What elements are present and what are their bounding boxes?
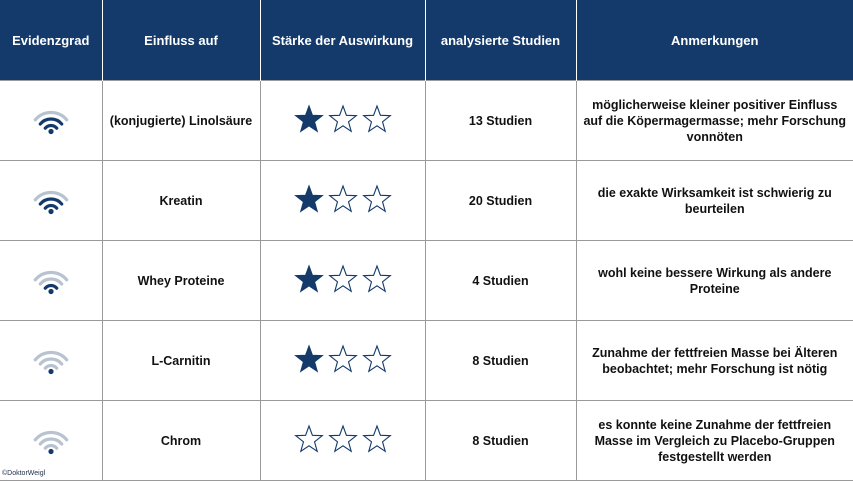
star-empty-icon	[327, 104, 359, 134]
wifi-signal-icon	[33, 346, 69, 376]
signal-dot	[48, 448, 53, 453]
evidence-signal-icon	[6, 346, 96, 376]
star-empty-icon	[361, 264, 393, 294]
star-filled-icon	[293, 344, 325, 374]
signal-arc	[40, 359, 61, 364]
studies-cell: 8 Studien	[425, 401, 576, 481]
substance-cell: (konjugierte) Linolsäure	[102, 81, 260, 161]
star-empty-icon	[361, 184, 393, 214]
header-evidence: Evidenzgrad	[0, 0, 102, 81]
wifi-signal-icon	[33, 186, 69, 216]
star-empty-icon	[327, 424, 359, 454]
star-empty-icon	[361, 424, 393, 454]
signal-arc	[40, 119, 61, 124]
star-filled-icon	[293, 104, 325, 134]
substance-cell: Whey Proteine	[102, 241, 260, 321]
signal-arc	[45, 125, 57, 128]
header-substance: Einfluss auf	[102, 0, 260, 81]
star-rating	[293, 424, 393, 454]
wifi-signal-icon	[33, 106, 69, 136]
evidence-signal-icon	[6, 106, 96, 136]
evidence-signal-icon	[6, 426, 96, 456]
evidence-cell	[0, 321, 102, 401]
studies-cell: 20 Studien	[425, 161, 576, 241]
notes-cell: Zunahme der fettfreien Masse bei Älteren beobachtet; mehr Forschung ist nötig	[576, 321, 853, 401]
star-empty-icon	[361, 104, 393, 134]
substance-cell: Kreatin	[102, 161, 260, 241]
signal-dot	[48, 368, 53, 373]
table-row	[0, 241, 853, 321]
notes-cell: es konnte keine Zunahme der fettfreien Masse im Vergleich zu Placebo-Gruppen festgestellt werden	[576, 401, 853, 481]
star-filled-icon	[293, 184, 325, 214]
star-empty-icon	[327, 344, 359, 374]
wifi-signal-icon	[33, 266, 69, 296]
table-row	[0, 161, 853, 241]
header-strength: Stärke der Auswirkung	[260, 0, 425, 81]
evidence-signal-icon	[6, 266, 96, 296]
signal-arc	[45, 365, 57, 368]
studies-cell: 8 Studien	[425, 321, 576, 401]
signal-dot	[48, 208, 53, 213]
header-studies: analysierte Studien	[425, 0, 576, 81]
table-header-row	[0, 0, 853, 81]
strength-cell	[260, 401, 425, 481]
evidence-signal-icon	[6, 186, 96, 216]
table-row	[0, 401, 853, 481]
signal-arc	[40, 279, 61, 284]
evidence-cell	[0, 241, 102, 321]
star-empty-icon	[327, 264, 359, 294]
table-row	[0, 321, 853, 401]
signal-arc	[40, 439, 61, 444]
signal-arc	[45, 205, 57, 208]
star-rating	[293, 184, 393, 214]
strength-cell	[260, 161, 425, 241]
star-rating	[293, 264, 393, 294]
notes-cell: wohl keine bessere Wirkung als andere Proteine	[576, 241, 853, 321]
copyright-credit: ©DoktorWeigl	[2, 470, 46, 477]
signal-arc	[45, 445, 57, 448]
evidence-cell	[0, 161, 102, 241]
notes-cell: die exakte Wirksamkeit ist schwierig zu beurteilen	[576, 161, 853, 241]
substance-cell: Chrom	[102, 401, 260, 481]
header-notes: Anmerkungen	[576, 0, 853, 81]
strength-cell	[260, 241, 425, 321]
evidence-cell	[0, 81, 102, 161]
signal-arc	[40, 199, 61, 204]
signal-arc	[45, 285, 57, 288]
signal-dot	[48, 288, 53, 293]
star-filled-icon	[293, 264, 325, 294]
substance-cell: L-Carnitin	[102, 321, 260, 401]
star-empty-icon	[361, 344, 393, 374]
studies-cell: 13 Studien	[425, 81, 576, 161]
notes-cell: möglicherweise kleiner positiver Einfluss auf die Köpermagermasse; mehr Forschung vonnöten	[576, 81, 853, 161]
strength-cell	[260, 321, 425, 401]
star-rating	[293, 104, 393, 134]
star-empty-icon	[327, 184, 359, 214]
evidence-cell	[0, 401, 102, 481]
wifi-signal-icon	[33, 426, 69, 456]
star-rating	[293, 344, 393, 374]
studies-cell: 4 Studien	[425, 241, 576, 321]
star-empty-icon	[293, 424, 325, 454]
strength-cell	[260, 81, 425, 161]
table-row	[0, 81, 853, 161]
signal-dot	[48, 128, 53, 133]
